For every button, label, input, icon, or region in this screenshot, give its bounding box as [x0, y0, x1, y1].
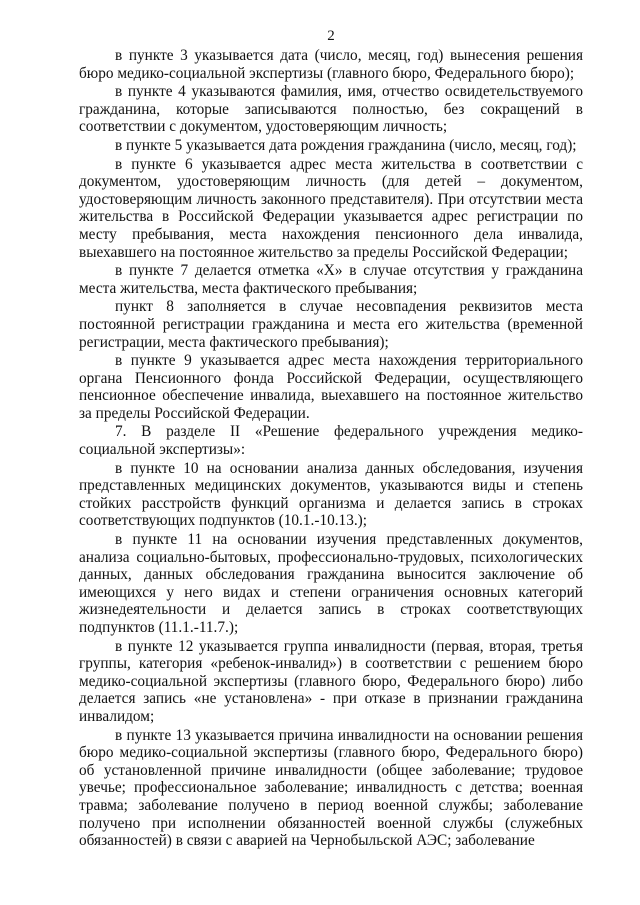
paragraph-section-7-heading: 7. В разделе II «Решение федерального учреждения медико-социальной экспертизы»: [79, 423, 583, 459]
paragraph-item-6-residence-address: в пункте 6 указывается адрес места жительства в соответствии с документом, удостоверяющим личность (для детей – документом, удостоверяющим личность законного представителя). При отсутствии места жительства в Российской Федерации указывается адрес регистрации по месту пребывания, места нахождения пенсионного дела инвалида, выехавшего на постоянное жительство за пределы Российской Федерации; [79, 155, 583, 261]
paragraph-item-7-no-residence-mark: в пункте 7 делается отметка «X» в случае отсутствия у гражданина места жительства, места фактического пребывания; [79, 262, 583, 297]
paragraph-item-12-disability-group: в пункте 12 указывается группа инвалидности (первая, вторая, третья группы, категория «ребенок-инвалид») в соответствии с решением бюро медико-социальной экспертизы (главного бюро, Федерального бюро) либо делается запись «не установлена» - при отказе в признании гражданина инвалидом; [79, 637, 583, 725]
paragraph-item-8-registration-mismatch: пункт 8 заполняется в случае несовпадения реквизитов места постоянной регистрации гражданина и места его жительства (временной регистрации, места фактического пребывания); [79, 298, 583, 351]
paragraph-item-5-birth-date: в пункте 5 указывается дата рождения гражданина (число, месяц, год); [115, 136, 577, 154]
paragraph-item-13-disability-cause: в пункте 13 указывается причина инвалидности на основании решения бюро медико-социальной экспертизы (главного бюро, Федерального бюро) об установленной причине инвалидности (общее заболевание; трудовое увечье; профессиональное заболевание; инвалидность с детства; военная травма; заболевание получено в период военной службы; заболевание получено при исполнении обязанностей военной службы (служебных обязанностей) в связи с аварией на Чернобыльской АЭС; заболевание [79, 726, 583, 850]
page-number: 2 [327, 28, 335, 44]
paragraph-item-11-life-limitations: в пункте 11 на основании изучения представленных документов, анализа социально-бытовых, профессионально-трудовых, психологических данных, данных обследования гражданина выносится заключение об имеющихся у него видах и степени ограничения основных категорий жизнедеятельности и делается запись в строках соответствующих подпунктов (11.1.-11.7.); [79, 531, 583, 636]
paragraph-item-4-full-name: в пункте 4 указываются фамилия, имя, отчество освидетельствуемого гражданина, которые записываются полностью, без сокращений в соответствии с документом, удостоверяющим личность; [79, 83, 583, 136]
paragraph-item-9-pension-fund-address: в пункте 9 указывается адрес места нахождения территориального органа Пенсионного фонда Российской Федерации, осуществляющего пенсионное обеспечение инвалида, выехавшего на постоянное жительство за пределы Российской Федерации. [79, 352, 583, 422]
paragraph-item-3-date: в пункте 3 указывается дата (число, месяц, год) вынесения решения бюро медико-социальной экспертизы (главного бюро, Федерального бюро); [79, 47, 583, 82]
paragraph-item-10-body-functions: в пункте 10 на основании анализа данных обследования, изучения представленных медицинских документов, указываются виды и степень стойких расстройств функций организма и делается запись в строках соответствующих подпунктов (10.1.-10.13.); [79, 459, 583, 530]
